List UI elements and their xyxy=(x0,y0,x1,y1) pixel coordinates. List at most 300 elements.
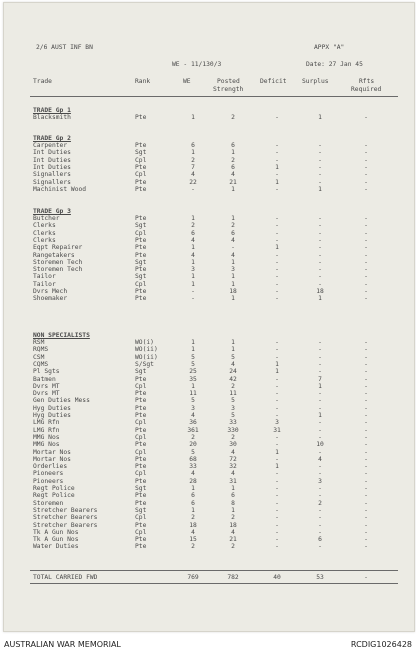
row-deficit: - xyxy=(275,485,279,492)
row-surplus: - xyxy=(318,506,322,514)
row-trade: CSM xyxy=(33,353,45,361)
row-we: 3 xyxy=(191,404,195,412)
row-posted-strength: 5 xyxy=(231,412,235,419)
row-surplus: - xyxy=(318,142,322,149)
total-we: 769 xyxy=(187,574,199,581)
row-we: 2 xyxy=(191,156,195,164)
row-rfts-required: - xyxy=(364,485,368,492)
row-deficit: - xyxy=(275,375,279,383)
row-trade: Storemen xyxy=(33,499,64,507)
row-deficit: - xyxy=(275,506,279,514)
row-rfts-required: - xyxy=(364,397,368,405)
row-posted-strength: 18 xyxy=(229,521,237,529)
row-deficit: - xyxy=(275,536,279,544)
appendix-label: APPX "A" xyxy=(314,44,345,51)
row-trade: Orderlies xyxy=(33,463,68,471)
row-surplus: - xyxy=(318,470,322,478)
total-surplus: 53 xyxy=(316,574,324,581)
row-we: 3 xyxy=(191,266,195,274)
row-trade: Dvrs MT xyxy=(33,390,60,398)
row-rfts-required: - xyxy=(364,506,368,514)
row-surplus: - xyxy=(318,149,322,157)
row-posted-strength: 1 xyxy=(231,215,235,222)
col-trade: Trade xyxy=(33,78,52,85)
group-title: NON SPECIALISTS xyxy=(33,332,90,339)
row-rfts-required: - xyxy=(364,258,368,266)
group-title: TRADE Gp 2 xyxy=(33,135,71,142)
row-posted-strength: 42 xyxy=(229,375,237,383)
row-we: 35 xyxy=(189,375,197,383)
row-deficit: - xyxy=(275,470,279,478)
row-posted-strength: 4 xyxy=(231,360,235,368)
row-posted-strength: 31 xyxy=(229,477,237,485)
row-we: 6 xyxy=(191,499,195,507)
row-surplus: - xyxy=(318,251,322,259)
row-we: 1 xyxy=(191,114,195,121)
row-surplus: 4 xyxy=(318,455,322,463)
row-we: 5 xyxy=(191,397,195,405)
document-sheet xyxy=(3,2,415,632)
row-rank: Pte xyxy=(135,477,147,485)
row-posted-strength: 6 xyxy=(231,492,235,500)
col-required: Required xyxy=(351,86,382,93)
row-we: 36 xyxy=(189,419,197,427)
row-rfts-required: - xyxy=(364,273,368,281)
row-we: 18 xyxy=(189,521,197,529)
row-we: 20 xyxy=(189,441,197,449)
row-trade: LMG Rfn xyxy=(33,419,60,427)
row-trade: RQMS xyxy=(33,346,49,354)
row-deficit: - xyxy=(275,339,279,346)
row-posted-strength: 1 xyxy=(231,149,235,157)
group-title: TRADE Gp 3 xyxy=(33,208,71,215)
row-deficit: - xyxy=(275,288,279,295)
row-surplus: - xyxy=(318,426,322,434)
row-surplus: - xyxy=(318,528,322,536)
row-deficit: 1 xyxy=(275,163,279,171)
row-rfts-required: - xyxy=(364,448,368,456)
row-deficit: - xyxy=(275,346,279,354)
col-surplus: Surplus xyxy=(302,78,329,85)
row-rfts-required: - xyxy=(364,528,368,536)
row-trade: Pioneers xyxy=(33,477,64,485)
row-we: 1 xyxy=(191,149,195,157)
row-surplus: 1 xyxy=(318,295,322,303)
row-rank: WO(ii) xyxy=(135,346,158,354)
row-rfts-required: - xyxy=(364,404,368,412)
row-surplus: 18 xyxy=(316,288,324,295)
row-surplus: 1 xyxy=(318,185,322,193)
row-deficit: - xyxy=(275,258,279,266)
row-posted-strength: 1 xyxy=(231,485,235,492)
row-we: 1 xyxy=(191,346,195,354)
row-rank: Pte xyxy=(135,215,147,222)
row-surplus: 3 xyxy=(318,477,322,485)
row-we: 1 xyxy=(191,244,195,252)
row-deficit: - xyxy=(275,185,279,193)
row-rank: Pte xyxy=(135,251,147,259)
row-surplus: - xyxy=(318,433,322,441)
row-rank: Sgt xyxy=(135,273,147,281)
row-posted-strength: 4 xyxy=(231,251,235,259)
row-posted-strength: 1 xyxy=(231,339,235,346)
row-trade: Storemen Tech xyxy=(33,258,83,266)
row-posted-strength: 1 xyxy=(231,506,235,514)
row-rfts-required: - xyxy=(364,492,368,500)
row-deficit: - xyxy=(275,156,279,164)
row-surplus: - xyxy=(318,368,322,376)
row-surplus: - xyxy=(318,229,322,237)
row-rfts-required: - xyxy=(364,280,368,288)
row-trade: RSM xyxy=(33,339,45,346)
row-posted-strength: - xyxy=(231,244,235,252)
row-surplus: - xyxy=(318,419,322,427)
row-deficit: - xyxy=(275,266,279,274)
row-surplus: 1 xyxy=(318,382,322,390)
row-posted-strength: 1 xyxy=(231,273,235,281)
row-rank: Pte xyxy=(135,404,147,412)
row-posted-strength: 2 xyxy=(231,514,235,522)
row-trade: Dvrs Mech xyxy=(33,288,68,295)
row-posted-strength: 8 xyxy=(231,499,235,507)
row-posted-strength: 33 xyxy=(229,419,237,427)
row-posted-strength: 1 xyxy=(231,258,235,266)
row-deficit: - xyxy=(275,390,279,398)
row-surplus: - xyxy=(318,171,322,179)
row-we: 2 xyxy=(191,433,195,441)
col-we: WE xyxy=(183,78,191,85)
row-rank: Pte xyxy=(135,185,147,193)
row-deficit: - xyxy=(275,142,279,149)
row-posted-strength: 30 xyxy=(229,441,237,449)
row-deficit: - xyxy=(275,295,279,303)
row-rfts-required: - xyxy=(364,178,368,186)
row-rank: Pte xyxy=(135,142,147,149)
row-posted-strength: 2 xyxy=(231,543,235,551)
row-rfts-required: - xyxy=(364,426,368,434)
row-posted-strength: 330 xyxy=(227,426,239,434)
row-deficit: - xyxy=(275,433,279,441)
row-surplus: - xyxy=(318,543,322,551)
row-posted-strength: 1 xyxy=(231,346,235,354)
col-posted: Posted xyxy=(217,78,240,85)
row-trade: Tk A Gun Nos xyxy=(33,536,79,544)
row-rfts-required: - xyxy=(364,477,368,485)
row-posted-strength: 2 xyxy=(231,114,235,121)
row-deficit: - xyxy=(275,114,279,121)
row-surplus: 1 xyxy=(318,412,322,419)
row-rfts-required: - xyxy=(364,236,368,244)
row-rfts-required: - xyxy=(364,229,368,237)
row-posted-strength: 2 xyxy=(231,222,235,230)
row-we: 4 xyxy=(191,251,195,259)
row-rfts-required: - xyxy=(364,375,368,383)
row-we: 11 xyxy=(189,390,197,398)
row-posted-strength: 6 xyxy=(231,229,235,237)
row-rank: Sgt xyxy=(135,149,147,157)
row-deficit: - xyxy=(275,236,279,244)
row-rfts-required: - xyxy=(364,412,368,419)
row-rank: WO(i) xyxy=(135,339,154,346)
row-we: 1 xyxy=(191,215,195,222)
row-rank: Cpl xyxy=(135,382,147,390)
footer-record-id: RCDIG1026428 xyxy=(350,640,412,649)
row-posted-strength: 21 xyxy=(229,178,237,186)
row-rank: Pte xyxy=(135,266,147,274)
row-rank: Cpl xyxy=(135,433,147,441)
group-title: TRADE Gp 1 xyxy=(33,107,71,114)
row-surplus: - xyxy=(318,346,322,354)
row-deficit: - xyxy=(275,477,279,485)
row-we: 1 xyxy=(191,273,195,281)
row-trade: Int Duties xyxy=(33,156,71,164)
row-rfts-required: - xyxy=(364,441,368,449)
row-deficit: - xyxy=(275,543,279,551)
row-surplus: - xyxy=(318,514,322,522)
row-rfts-required: - xyxy=(364,244,368,252)
row-deficit: - xyxy=(275,397,279,405)
reference-number: WE - 11/130/3 xyxy=(172,61,222,68)
row-rank: S/Sgt xyxy=(135,360,154,368)
row-posted-strength: 4 xyxy=(231,448,235,456)
row-posted-strength: 1 xyxy=(231,295,235,303)
row-we: - xyxy=(191,295,195,303)
row-surplus: - xyxy=(318,492,322,500)
row-trade: Mortar Nos xyxy=(33,448,71,456)
row-trade: Int Duties xyxy=(33,149,71,157)
row-posted-strength: 32 xyxy=(229,463,237,471)
row-we: 6 xyxy=(191,492,195,500)
row-surplus: 10 xyxy=(316,441,324,449)
row-trade: Blacksmith xyxy=(33,114,71,121)
row-trade: MMG Nos xyxy=(33,433,60,441)
row-rank: Pte xyxy=(135,236,147,244)
row-we: 7 xyxy=(191,163,195,171)
row-rfts-required: - xyxy=(364,185,368,193)
row-posted-strength: 4 xyxy=(231,470,235,478)
row-rank: Pte xyxy=(135,295,147,303)
row-trade: Stretcher Bearers xyxy=(33,514,98,522)
col-rfts: Rfts xyxy=(359,78,375,85)
row-trade: Pioneers xyxy=(33,470,64,478)
row-trade: Clerks xyxy=(33,229,56,237)
row-deficit: - xyxy=(275,280,279,288)
row-rfts-required: - xyxy=(364,215,368,222)
row-rfts-required: - xyxy=(364,288,368,295)
row-trade: Tailor xyxy=(33,280,56,288)
row-we: - xyxy=(191,185,195,193)
row-surplus: - xyxy=(318,163,322,171)
footer-institution: AUSTRALIAN WAR MEMORIAL xyxy=(4,640,121,649)
row-trade: MMG Nos xyxy=(33,441,60,449)
row-deficit: - xyxy=(275,514,279,522)
row-rank: Pte xyxy=(135,390,147,398)
row-trade: Hyg Duties xyxy=(33,412,71,419)
row-rfts-required: - xyxy=(364,295,368,303)
row-rank: Pte xyxy=(135,178,147,186)
row-surplus: - xyxy=(318,404,322,412)
row-trade: CQMS xyxy=(33,360,49,368)
row-trade: Gen Duties Mess xyxy=(33,397,90,405)
row-surplus: - xyxy=(318,463,322,471)
row-trade: Hyg Duties xyxy=(33,404,71,412)
row-rfts-required: - xyxy=(364,114,368,121)
row-surplus: - xyxy=(318,236,322,244)
row-rfts-required: - xyxy=(364,149,368,157)
row-posted-strength: 3 xyxy=(231,266,235,274)
row-deficit: - xyxy=(275,273,279,281)
row-posted-strength: 2 xyxy=(231,433,235,441)
row-rank: Sgt xyxy=(135,485,147,492)
row-posted-strength: 4 xyxy=(231,171,235,179)
row-we: 2 xyxy=(191,514,195,522)
row-deficit: - xyxy=(275,492,279,500)
row-we: 22 xyxy=(189,178,197,186)
header-rule xyxy=(30,96,398,97)
row-rank: Pte xyxy=(135,412,147,419)
row-trade: Clerks xyxy=(33,222,56,230)
row-surplus: - xyxy=(318,360,322,368)
row-posted-strength: 4 xyxy=(231,236,235,244)
total-rule-top xyxy=(30,570,398,571)
row-posted-strength: 6 xyxy=(231,163,235,171)
row-trade: Mortar Nos xyxy=(33,455,71,463)
row-rfts-required: - xyxy=(364,543,368,551)
row-rank: Pte xyxy=(135,543,147,551)
row-surplus: - xyxy=(318,258,322,266)
row-we: 2 xyxy=(191,222,195,230)
row-surplus: 2 xyxy=(318,499,322,507)
row-we: 5 xyxy=(191,353,195,361)
row-we: 1 xyxy=(191,339,195,346)
row-we: 1 xyxy=(191,280,195,288)
row-deficit: - xyxy=(275,222,279,230)
row-rfts-required: - xyxy=(364,360,368,368)
row-deficit: 1 xyxy=(275,463,279,471)
row-rank: Sgt xyxy=(135,506,147,514)
row-deficit: 1 xyxy=(275,178,279,186)
row-trade: Stretcher Bearers xyxy=(33,506,98,514)
row-posted-strength: 5 xyxy=(231,353,235,361)
row-surplus: - xyxy=(318,390,322,398)
row-trade: Regt Police xyxy=(33,492,75,500)
col-deficit: Deficit xyxy=(260,78,287,85)
row-posted-strength: 18 xyxy=(229,288,237,295)
row-we: 28 xyxy=(189,477,197,485)
row-we: 6 xyxy=(191,229,195,237)
row-surplus: - xyxy=(318,215,322,222)
row-rfts-required: - xyxy=(364,521,368,529)
total-rule-bottom xyxy=(30,583,398,584)
row-we: 4 xyxy=(191,412,195,419)
row-trade: LMG Rfn xyxy=(33,426,60,434)
row-rfts-required: - xyxy=(364,514,368,522)
row-deficit: - xyxy=(275,528,279,536)
row-rfts-required: - xyxy=(364,499,368,507)
row-posted-strength: 72 xyxy=(229,455,237,463)
row-rfts-required: - xyxy=(364,339,368,346)
row-rfts-required: - xyxy=(364,463,368,471)
total-deficit: 40 xyxy=(273,574,281,581)
row-deficit: - xyxy=(275,382,279,390)
row-rank: Pte xyxy=(135,463,147,471)
row-trade: Tailor xyxy=(33,273,56,281)
row-trade: Batmen xyxy=(33,375,56,383)
row-surplus: - xyxy=(318,485,322,492)
row-posted-strength: 2 xyxy=(231,156,235,164)
row-posted-strength: 4 xyxy=(231,528,235,536)
row-we: 6 xyxy=(191,142,195,149)
row-rank: Pte xyxy=(135,521,147,529)
document-date: Date: 27 Jan 45 xyxy=(306,61,363,68)
row-we: 4 xyxy=(191,171,195,179)
row-rfts-required: - xyxy=(364,346,368,354)
row-trade: Signallers xyxy=(33,171,71,179)
row-deficit: - xyxy=(275,251,279,259)
row-rank: Cpl xyxy=(135,229,147,237)
row-rank: Pte xyxy=(135,244,147,252)
row-trade: Shoemaker xyxy=(33,295,68,303)
row-we: 15 xyxy=(189,536,197,544)
total-posted: 782 xyxy=(227,574,239,581)
row-rank: Pte xyxy=(135,536,147,544)
row-surplus: - xyxy=(318,353,322,361)
row-surplus: - xyxy=(318,280,322,288)
row-posted-strength: 11 xyxy=(229,390,237,398)
row-we: 4 xyxy=(191,470,195,478)
row-rfts-required: - xyxy=(364,368,368,376)
row-we: 25 xyxy=(189,368,197,376)
row-rank: Pte xyxy=(135,441,147,449)
row-deficit: 31 xyxy=(273,426,281,434)
row-deficit: - xyxy=(275,215,279,222)
row-posted-strength: 1 xyxy=(231,185,235,193)
col-strength: Strength xyxy=(213,86,244,93)
row-trade: Signallers xyxy=(33,178,71,186)
row-rfts-required: - xyxy=(364,536,368,544)
row-deficit: - xyxy=(275,441,279,449)
row-we: 1 xyxy=(191,258,195,266)
row-trade: Dvrs MT xyxy=(33,382,60,390)
row-trade: Water Duties xyxy=(33,543,79,551)
row-rank: WO(ii) xyxy=(135,353,158,361)
row-trade: Pl Sgts xyxy=(33,368,60,376)
row-deficit: - xyxy=(275,171,279,179)
row-posted-strength: 2 xyxy=(231,382,235,390)
row-we: 1 xyxy=(191,506,195,514)
row-we: 4 xyxy=(191,236,195,244)
row-surplus: - xyxy=(318,521,322,529)
row-trade: Butcher xyxy=(33,215,60,222)
row-rank: Cpl xyxy=(135,470,147,478)
row-deficit: - xyxy=(275,353,279,361)
row-trade: Clerks xyxy=(33,236,56,244)
row-rfts-required: - xyxy=(364,163,368,171)
row-rank: Pte xyxy=(135,492,147,500)
row-rfts-required: - xyxy=(364,266,368,274)
row-we: 2 xyxy=(191,543,195,551)
row-surplus: - xyxy=(318,339,322,346)
row-surplus: - xyxy=(318,448,322,456)
row-deficit: - xyxy=(275,499,279,507)
row-rank: Pte xyxy=(135,455,147,463)
row-rfts-required: - xyxy=(364,251,368,259)
row-trade: Storemen Tech xyxy=(33,266,83,274)
row-rank: Sgt xyxy=(135,368,147,376)
row-rank: Pte xyxy=(135,499,147,507)
row-rank: Cpl xyxy=(135,171,147,179)
row-surplus: - xyxy=(318,244,322,252)
